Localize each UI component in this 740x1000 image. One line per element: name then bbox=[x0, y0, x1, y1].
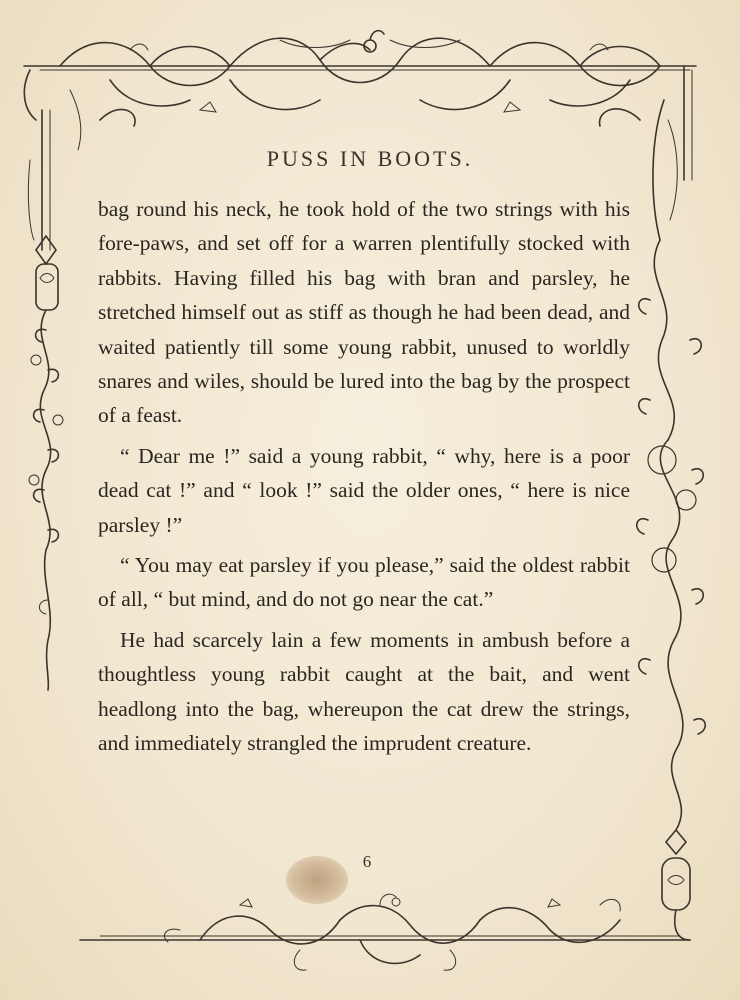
running-head: PUSS IN BOOTS. bbox=[266, 146, 474, 171]
top-scrollwork-ornament bbox=[24, 31, 696, 126]
paragraph: bag round his neck, he took hold of the two strings with his fore-paws, and set off for a warren plentifully stocked with rabbits. Having filled his bag with bran and parsley, he stretched himself out as stiff as though he had been dead, and waited patiently till some young rabbit, unused to worldly snares and wiles, should be lured into the bag by the prospect of a feast. bbox=[98, 197, 630, 428]
paragraph: “ You may eat parsley if you please,” said the oldest rabbit of all, “ but mind, and do not go near the cat.” bbox=[98, 553, 630, 612]
body-text bbox=[98, 192, 630, 761]
paragraph: He had scarcely lain a few moments in ambush before a thoughtless young rabbit caught at the bait, and went headlong into the bag, whereupon the cat drew the strings, and immediately strangled the imprudent creature. bbox=[98, 627, 630, 756]
right-vine-ornament bbox=[637, 66, 705, 940]
bottom-scrollwork-ornament bbox=[80, 894, 690, 970]
paragraph: “ Dear me !” said a young rabbit, “ why, here is a poor dead cat !” and “ look !” said the older ones, “ here is nice parsley !” bbox=[98, 443, 630, 537]
page-number: 6 bbox=[362, 852, 372, 871]
